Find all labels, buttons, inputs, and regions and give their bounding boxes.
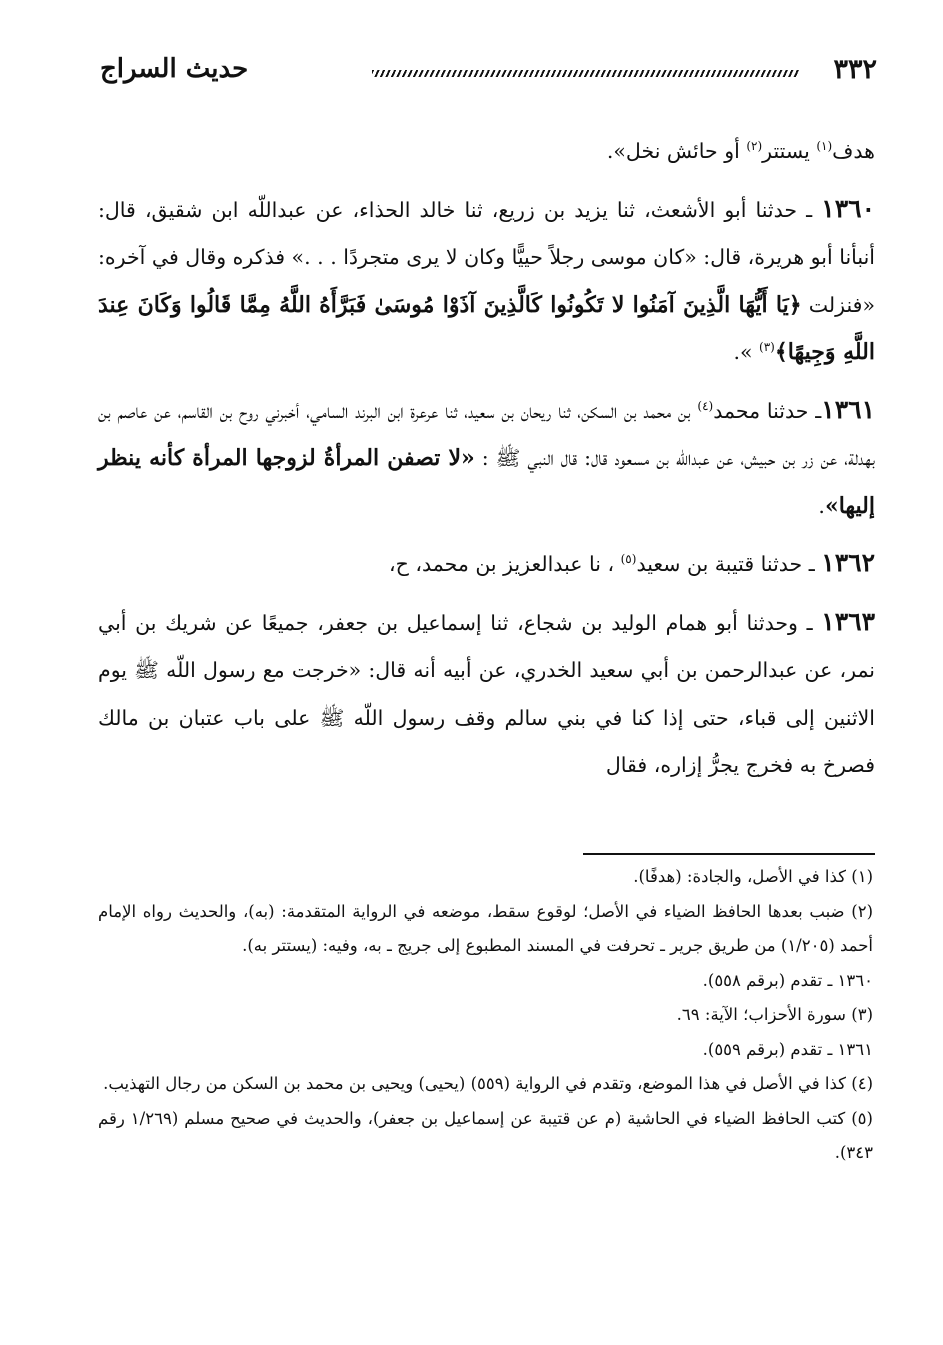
page-header: [100, 52, 877, 92]
footnote: (٥) كتب الحافظ الضياء في الحاشية (م عن قتيبة عن إسماعيل بن جعفر)، والحديث في صحيح مسلم (١/٢٦٩ رقم ٣٤٣).: [98, 1108, 873, 1162]
footnote-ref: (٥): [620, 552, 637, 567]
header-rule: [372, 70, 799, 77]
text: ـ وحدثنا أبو همام الوليد بن شجاع، ثنا إسماعيل بن جعفر، جميعًا عن شريك بن أبي نمر، عن عبدالرحمن بن أبي سعيد الخدري، عن أبيه أنه قال: «خرجت مع رسول اللّه ﷺ يوم الاثنين إلى قباء، حتى إذا كنا في بني سالم وقف رسول اللّه ﷺ على باب عتبان بن مالك فصرخ به فخرج يجرُّ إزاره، فقال: [98, 610, 875, 777]
footnote-ref: (٢): [746, 139, 763, 154]
footnote: (١) كذا في الأصل، والجادة: (هدفًا).: [633, 867, 873, 886]
footnote-ref: (٣): [759, 340, 775, 355]
text: ».: [733, 340, 760, 364]
hadith-1360: [98, 185, 875, 377]
footnote: (٤) كذا في الأصل في هذا الموضع، وتقدم في الرواية (٥٥٩) (يحيى) ويحيى بن محمد بن السكن من رجال التهذيب.: [103, 1074, 873, 1093]
footnote: (٣) سورة الأحزاب؛ الآية: ٦٩.: [676, 1005, 873, 1024]
text: ، نا عبدالعزيز بن محمد، ح،: [389, 552, 621, 576]
hadith-1363: [98, 598, 875, 790]
footnote: (٢) ضبب بعدها الحافظ الضياء في الأصل؛ لوقوع سقط، موضعه في الرواية المتقدمة: (به)، والحديث رواه الإمام أحمد (١/٢٠٥) من طريق جرير ـ تحرفت في المسند المطبوع إلى جريج ـ به، وفيه: (يستتر به).: [98, 901, 873, 955]
text: .: [818, 493, 825, 518]
page-number: ٣٣٢: [833, 54, 877, 85]
book-title: حديث السراج: [100, 54, 249, 84]
footnote-divider: [583, 853, 875, 855]
footnote: ١٣٦١ ـ تقدم (برقم ٥٥٩).: [702, 1039, 873, 1059]
text: هدف: [832, 139, 875, 163]
paragraph-continuation: [98, 128, 875, 176]
footnotes: [98, 860, 873, 1171]
text: ـ حدثنا محمد: [713, 398, 822, 423]
hadith-number: ١٣٦٣: [821, 606, 875, 636]
text: ـ حدثنا قتيبة بن سعيد: [636, 552, 822, 576]
text: يستتر: [762, 139, 817, 163]
main-text: [98, 128, 875, 799]
hadith-number: ١٣٦٠: [821, 193, 875, 223]
text: أو حائش نخل».: [606, 139, 747, 163]
hadith-number: ١٣٦١: [821, 394, 876, 424]
hadith-number: ١٣٦٢: [821, 548, 875, 577]
text: ـ حدثنا أبو الأشعث، ثنا يزيد بن زريع، ثنا خالد الحذاء، عن عبداللّه ابن شقيق، قال: أنبأنا أبو هريرة، قال: «كان موسى رجلاً حييًّا وكان لا يرى متجردًا . . .» فذكره وقال في آخره: «فنزلت: [98, 197, 875, 317]
quran-verse: ﴿يَا أَيُّهَا الَّذِينَ آمَنُوا لا تَكُونُوا كَالَّذِينَ آذَوْا مُوسَىٰ فَبَرَّأَهُ اللَّهُ مِمَّا قَالُوا وَكَانَ عِندَ اللَّهِ وَجِيهًا﴾: [98, 291, 875, 365]
hadith-1361: [98, 386, 875, 531]
hadith-quote: «لا تصفن المرأةُ لزوجها المرأة كأنه ينظر إليها»: [98, 445, 875, 519]
footnote-ref: (١): [816, 139, 833, 154]
text: بن محمد بن السكن، ثنا ريحان بن سعيد، ثنا عرعرة ابن البرند السامي، أخبرني روح بن القاسم، عن عاصم بن بهدلة، عن زر بن حبيش، عن عبداللّه بن مسعود قال: قال النبي ﷺ :: [98, 398, 875, 470]
hadith-1362: [98, 539, 875, 589]
footnote: ١٣٦٠ ـ تقدم (برقم ٥٥٨).: [702, 970, 873, 990]
footnote-ref: (٤): [697, 398, 714, 413]
